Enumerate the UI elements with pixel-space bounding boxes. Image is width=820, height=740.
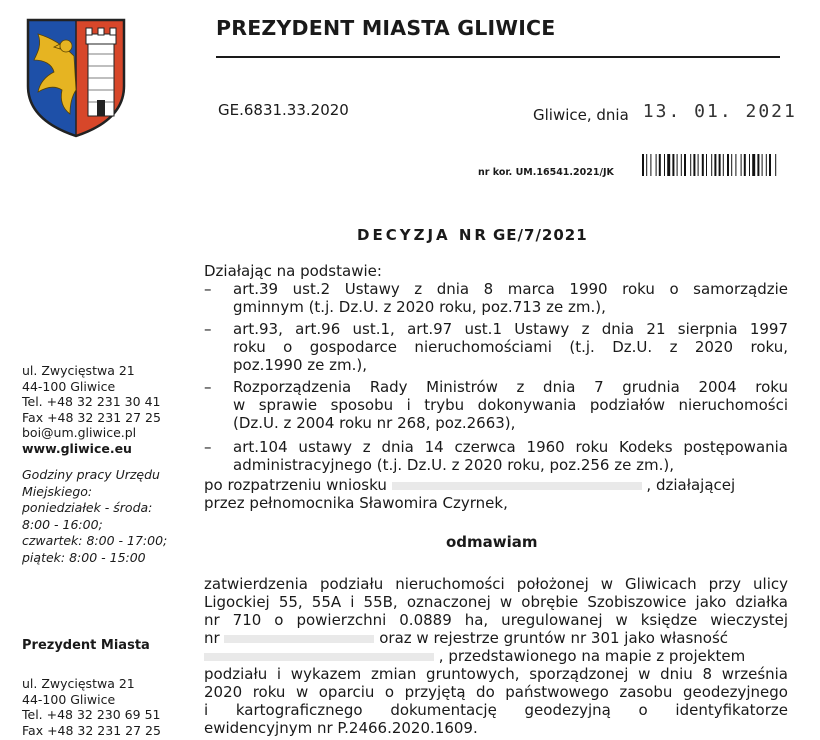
barcode [642,154,780,176]
place-prefix: Gliwice, dnia [533,106,629,124]
header-divider [216,56,780,58]
hours-line: czwartek: 8:00 - 17:00; [22,533,168,548]
barcode-bar [702,154,704,176]
barcode-bar [741,154,742,176]
text-line: 2020 roku w oparciu o przyjętą do państwowego zasobu geodezyjnego [204,683,788,701]
gliwice-coat-of-arms [24,16,128,140]
text-fragment: , działającej [646,476,736,494]
text-line: art.93, art.96 ust.1, art.97 ust.1 Ustawy z dnia 21 sierpnia 1997 [233,320,788,338]
barcode-bar [681,154,682,176]
text-line: Ligockiej 55, 55A i 55B, oznaczonej w obrębie Szobiszowice jako działka [204,593,788,611]
barcode-bar [769,154,771,176]
text-fragment: , przedstawionego na mapie z projektem [438,647,746,665]
barcode-bar [711,154,712,176]
legal-basis-item [204,378,788,432]
barcode-bar [775,154,776,176]
redaction-mark [224,635,374,643]
text-line: podziału i wykazem zmian gruntowych, sporządzonej w dniu 8 września [204,665,788,683]
barcode-bar [727,154,729,176]
barcode-bar [664,154,665,176]
text-line: art.104 ustawy z dnia 14 czerwca 1960 roku Kodeks postępowania [233,438,788,456]
decision-verb: odmawiam [446,533,538,551]
barcode-bar [693,154,695,176]
barcode-bar [690,154,691,176]
decision-number: GE/7/2021 [492,226,588,244]
text-line: poz.1990 ze zm.), [233,356,368,374]
barcode-bar [731,154,732,176]
barcode-bar [749,154,750,176]
legal-basis-item [204,438,788,474]
text-line: administracyjnego (t.j. Dz.U. z 2020 roku, poz.256 ze zm.), [233,456,674,474]
decision-title-word: DECYZJA NR [357,226,489,244]
legal-basis-item [204,320,788,374]
phone-line: Tel. +48 32 231 30 41 [22,394,161,409]
barcode-bar [719,154,721,176]
bullet-dash: – [204,280,212,298]
text-line: i kartograficznego dokumentację geodezyjną o identyfikatorze [204,701,788,719]
text-fragment: po rozpatrzeniu wniosku [204,476,387,494]
issue-date: 13. 01. 2021 [642,101,797,122]
barcode-bar [735,154,736,176]
barcode-bar [656,154,657,176]
fax-line: Fax +48 32 231 27 25 [22,409,161,425]
text-line: art.39 ust.2 Ustawy z dnia 8 marca 1990 roku o samorządzie [233,280,788,298]
redaction-mark [204,653,434,661]
text-line: nr 710 o powierzchni 0.0889 ha, uregulowanej w księdze wieczystej [204,611,788,629]
address-line: 44-100 Gliwice [22,691,116,707]
barcode-bar [766,154,767,176]
barcode-bar [684,154,686,176]
text-line: ewidencyjnym nr P.2466.2020.1609. [204,719,478,737]
text-line: w sprawie sposobu i trybu dokonywania podziałów nieruchomości [233,396,788,414]
redaction-mark [392,482,642,490]
barcode-bar [672,154,674,176]
hours-line: Godziny pracy Urzędu [22,467,160,482]
email-line: boi@um.gliwice.pl [22,425,137,440]
barcode-bar [744,154,746,176]
decision-title [357,226,588,244]
barcode-bar [714,154,716,176]
hours-line: poniedziałek - środa: [22,500,153,515]
president-contact-block [22,676,161,738]
barcode-bar [659,154,661,176]
office-title: PREZYDENT MIASTA GLIWICE [216,16,556,40]
bullet-dash: – [204,378,212,396]
text-fragment: oraz w rejestrze gruntów nr 301 jako własność [379,629,729,647]
legal-basis-item [204,280,788,316]
barcode-bar [677,154,678,176]
proxy-line: przez pełnomocnika Sławomira Czyrnek, [204,494,508,512]
president-label: Prezydent Miasta [22,638,150,653]
fax-line: Fax +48 32 231 27 25 [22,722,161,738]
text-line [204,647,788,665]
phone-line: Tel. +48 32 230 69 51 [22,707,161,722]
barcode-bar [757,154,759,176]
office-contact-block [22,363,161,456]
website-line: www.gliwice.eu [22,440,132,456]
legal-basis-intro: Działając na podstawie: [204,262,382,280]
text-line: zatwierdzenia podziału nieruchomości położonej w Gliwicach przy ulicy [204,575,788,593]
barcode-bar [642,154,644,176]
address-line: ul. Zwycięstwa 21 [22,363,135,378]
hours-line: Miejskiego: [22,483,93,499]
reference-number: nr kor. UM.16541.2021/JK [478,167,614,178]
text-line [204,629,788,647]
address-line: 44-100 Gliwice [22,378,116,394]
bullet-dash: – [204,438,212,456]
barcode-bar [698,154,699,176]
text-line: gminnym (t.j. Dz.U. z 2020 roku, poz.713 ze zm.), [233,298,606,316]
bullet-dash: – [204,320,212,338]
after-review-line [204,476,788,494]
case-number: GE.6831.33.2020 [218,101,349,119]
text-line: Rozporządzenia Rady Ministrów z dnia 7 grudnia 2004 roku [233,378,788,396]
decision-paragraph [204,575,788,737]
barcode-bar [723,154,724,176]
barcode-bar [667,154,670,176]
place-and-date [533,101,797,125]
office-hours-block [22,467,167,566]
barcode-bar [646,154,647,176]
barcode-bar [762,154,763,176]
barcode-bar [650,154,651,176]
hours-line: piątek: 8:00 - 15:00 [22,549,146,565]
text-line: (Dz.U. z 2004 roku nr 268, poz.2663), [233,414,516,432]
text-fragment: nr [204,629,220,647]
text-line: roku o gospodarce nieruchomościami (t.j. Dz.U. z 2020 roku, [233,338,788,356]
address-line: ul. Zwycięstwa 21 [22,676,135,691]
barcode-bar [706,154,707,176]
hours-line: 8:00 - 16:00; [22,516,103,532]
barcode-bar [752,154,755,176]
